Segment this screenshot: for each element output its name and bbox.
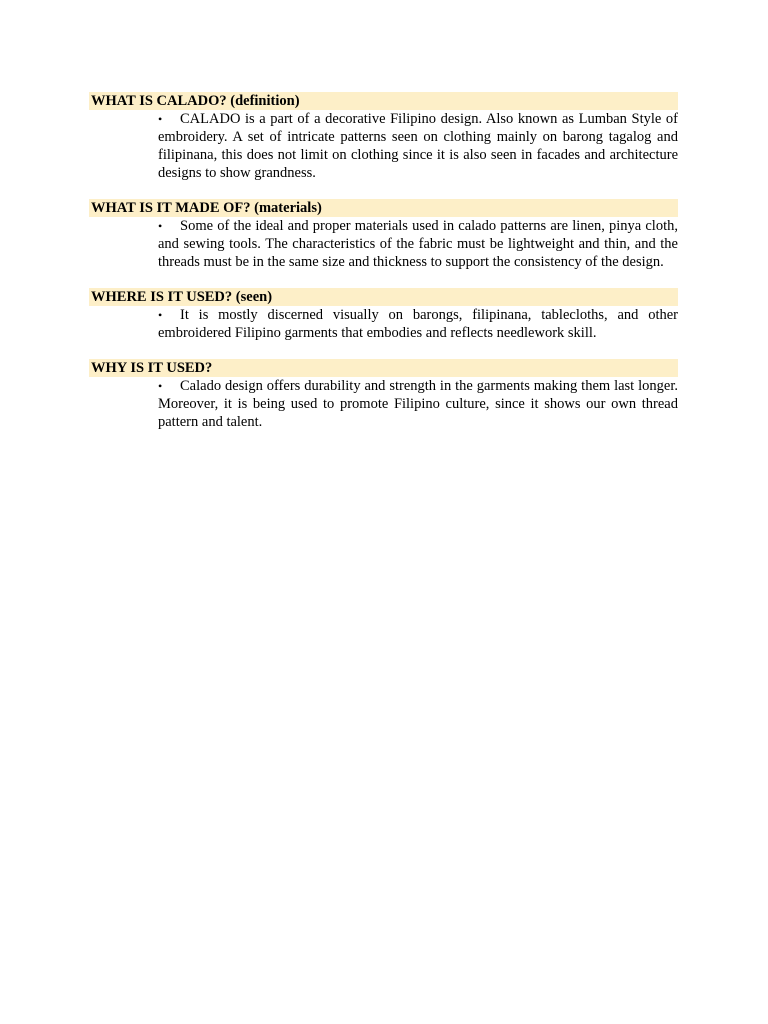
bullet-icon: • [158, 219, 163, 233]
document-page [89, 92, 678, 448]
section-usage [89, 288, 678, 342]
list-item [158, 377, 678, 431]
bullet-list [89, 110, 678, 182]
section-materials [89, 199, 678, 271]
section-heading: WHAT IS CALADO? (definition) [89, 92, 678, 110]
section-heading: WHAT IS IT MADE OF? (materials) [89, 199, 678, 217]
list-item [158, 110, 678, 182]
section-purpose [89, 359, 678, 431]
list-item [158, 306, 678, 342]
bullet-text: It is mostly discerned visually on barongs, filipinana, tablecloths, and other embroidered Filipino garments that embodies and reflects needlework skill. [158, 307, 678, 341]
section-definition [89, 92, 678, 182]
bullet-text: Calado design offers durability and strength in the garments making them last longer. Moreover, it is being used to promote Filipino culture, since it shows our own thread pattern and talent. [158, 378, 678, 430]
section-heading: WHY IS IT USED? [89, 359, 678, 377]
bullet-text: CALADO is a part of a decorative Filipino design. Also known as Lumban Style of embroidery. A set of intricate patterns seen on clothing mainly on barong tagalog and filipinana, this does not limit on clothing since it is also seen in facades and architecture designs to show grandness. [158, 111, 678, 181]
bullet-list [89, 306, 678, 342]
bullet-text: Some of the ideal and proper materials used in calado patterns are linen, pinya cloth, and sewing tools. The characteristics of the fabric must be lightweight and thin, and the threads must be in the same size and thickness to support the consistency of the design. [158, 218, 678, 270]
bullet-list [89, 377, 678, 431]
bullet-icon: • [158, 379, 163, 393]
bullet-icon: • [158, 112, 163, 126]
bullet-list [89, 217, 678, 271]
bullet-icon: • [158, 308, 163, 322]
list-item [158, 217, 678, 271]
section-heading: WHERE IS IT USED? (seen) [89, 288, 678, 306]
